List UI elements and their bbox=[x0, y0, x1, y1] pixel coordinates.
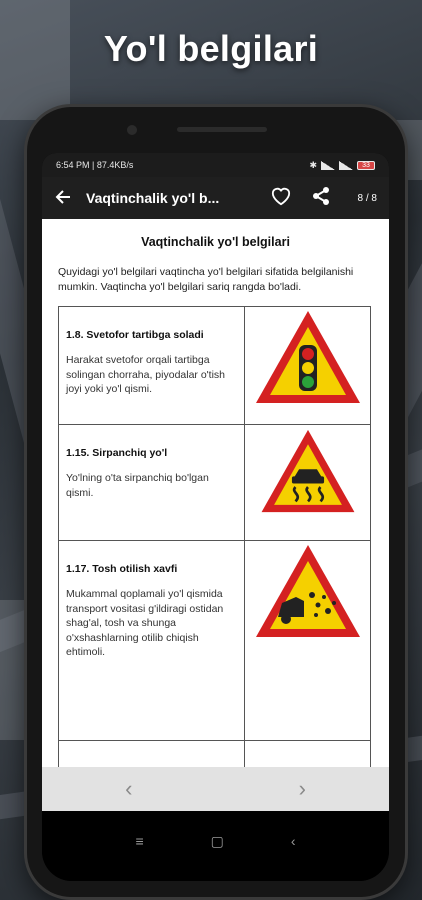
content-area[interactable] bbox=[42, 219, 389, 767]
slippery-road-icon bbox=[258, 425, 358, 517]
flying-stones-icon bbox=[252, 541, 364, 641]
system-navigation bbox=[42, 811, 389, 881]
share-icon[interactable] bbox=[301, 186, 341, 211]
page-headline: Yo'l belgilari bbox=[103, 28, 319, 69]
heart-icon[interactable] bbox=[261, 186, 301, 211]
intro-text: Quyidagi yo'l belgilari vaqtincha yo'l belgilari sifatida belgilanishi mumkin. Vaqtincha yo'l belgilari sariq rangda bo'ladi. bbox=[58, 266, 354, 293]
content-title: Vaqtinchalik yo'l belgilari bbox=[141, 235, 290, 249]
signal-icon bbox=[321, 161, 335, 170]
table-row bbox=[59, 307, 371, 425]
table-row bbox=[59, 741, 371, 768]
sign-name: 1.8. Svetofor tartibga soladi bbox=[66, 329, 204, 341]
sign-name: 1.17. Tosh otilish xavfi bbox=[66, 563, 178, 575]
status-icons bbox=[309, 160, 375, 171]
back-icon[interactable]: ‹ bbox=[290, 833, 296, 849]
table-row bbox=[59, 425, 371, 541]
page-navigation-bar bbox=[42, 767, 389, 811]
app-bar bbox=[42, 177, 389, 219]
bluetooth-icon: ✱ bbox=[309, 159, 317, 170]
speaker bbox=[177, 127, 267, 132]
table-row bbox=[59, 541, 371, 741]
previous-page-icon[interactable]: ‹ bbox=[125, 776, 133, 801]
next-page-icon[interactable]: › bbox=[298, 776, 306, 801]
traffic-light-icon bbox=[252, 307, 364, 407]
phone-frame bbox=[27, 107, 405, 897]
home-icon[interactable]: ▢ bbox=[210, 832, 224, 849]
menu-icon[interactable]: ≡ bbox=[135, 833, 144, 849]
status-time: 6:54 PM | 87.4KB/s bbox=[56, 160, 134, 170]
sign-name: 1.15. Sirpanchiq yo'l bbox=[66, 447, 168, 459]
signs-table bbox=[58, 306, 371, 767]
sign-description: Harakat svetofor orqali tartibga solingan chorraha, piyodalar o'tish joyi yoki yo'l qismi. bbox=[66, 354, 226, 395]
wifi-icon bbox=[339, 161, 353, 170]
phone-screen bbox=[42, 153, 389, 881]
page-counter: 8 / 8 bbox=[357, 192, 377, 204]
sign-description: Mukammal qoplamali yo'l qismida transport vositasi g'ildiragi ostidan shag'al, tosh va shunga o'xshashlarning otilib chiqish ehtimoli. bbox=[66, 588, 224, 658]
page-title-bar: Vaqtinchalik yo'l b... bbox=[86, 190, 220, 206]
battery-icon: 33 bbox=[357, 161, 375, 170]
status-bar bbox=[42, 153, 389, 177]
sign-description: Yo'lning o'ta sirpanchiq bo'lgan qismi. bbox=[66, 472, 209, 499]
back-arrow-icon[interactable] bbox=[50, 188, 76, 209]
camera bbox=[127, 125, 137, 135]
